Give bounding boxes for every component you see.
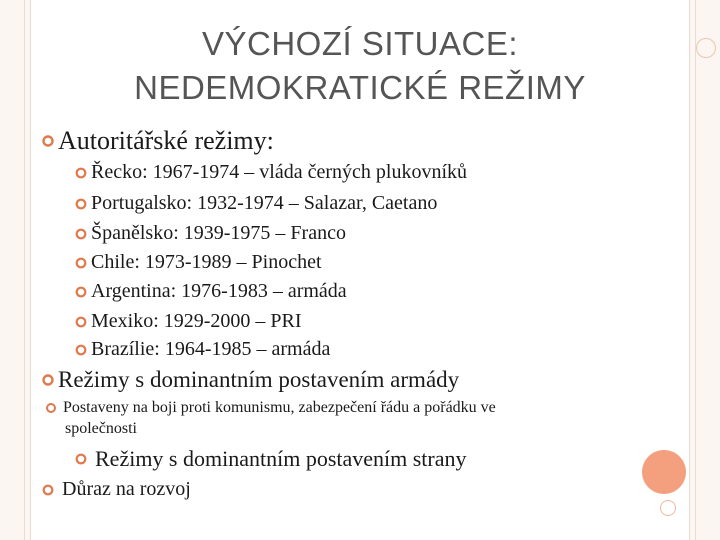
list-item-military-note: [45, 399, 496, 417]
circle-bullet-icon: [42, 135, 54, 147]
list-item-authoritarian: [42, 126, 274, 156]
list-item: [75, 222, 346, 245]
circle-bullet-icon: [75, 198, 87, 210]
circle-bullet-icon: [75, 167, 87, 179]
list-item: [75, 280, 347, 303]
page-title: [40, 22, 680, 110]
country-mexico: Mexiko: 1929-2000 – PRI: [91, 310, 302, 332]
left-frame-border: [0, 0, 31, 540]
decorative-circle-outline: [696, 38, 716, 58]
military-heading: Režimy s dominantním postavením armády: [58, 367, 460, 392]
title-line-2: NEDEMOKRATICKÉ REŽIMY: [134, 69, 586, 106]
list-item: [75, 161, 467, 184]
party-note: Důraz na rozvoj: [62, 478, 191, 500]
country-greece: Řecko: 1967-1974 – vláda černých plukovníků: [91, 161, 468, 183]
country-spain: Španělsko: 1939-1975 – Franco: [91, 222, 346, 244]
military-note-line-2: společnosti: [65, 420, 137, 437]
circle-bullet-icon: [42, 374, 54, 386]
country-portugal: Portugalsko: 1932-1974 – Salazar, Caetano: [91, 192, 438, 214]
circle-bullet-icon: [75, 344, 87, 356]
circle-bullet-icon: [75, 257, 87, 269]
circle-bullet-icon: [75, 316, 87, 328]
circle-bullet-icon: [75, 453, 87, 465]
right-frame-border: [689, 0, 720, 540]
country-argentina: Argentina: 1976-1983 – armáda: [91, 280, 347, 302]
list-item-party-note: [42, 478, 191, 501]
list-item: [75, 310, 302, 333]
list-item-military: [42, 367, 459, 393]
military-note-line-1: Postaveny na boji proti komunismu, zabezpečení řádu a pořádku ve: [63, 399, 496, 416]
circle-bullet-icon: [45, 402, 57, 414]
decorative-circle-filled: [642, 450, 686, 494]
circle-bullet-icon: [42, 484, 54, 496]
country-brazil: Brazílie: 1964-1985 – armáda: [91, 338, 331, 360]
party-heading: Režimy s dominantním postavením strany: [95, 446, 467, 471]
title-line-1: VÝCHOZÍ SITUACE:: [201, 25, 519, 62]
circle-bullet-icon: [75, 228, 87, 240]
list-item: [75, 192, 437, 215]
list-item-party: [75, 446, 467, 472]
country-chile: Chile: 1973-1989 – Pinochet: [91, 251, 322, 273]
list-item: [75, 251, 322, 274]
authoritarian-heading: Autoritářské režimy:: [58, 126, 274, 155]
circle-bullet-icon: [75, 286, 87, 298]
list-item: [75, 338, 330, 361]
decorative-circle-ring: [660, 500, 676, 516]
